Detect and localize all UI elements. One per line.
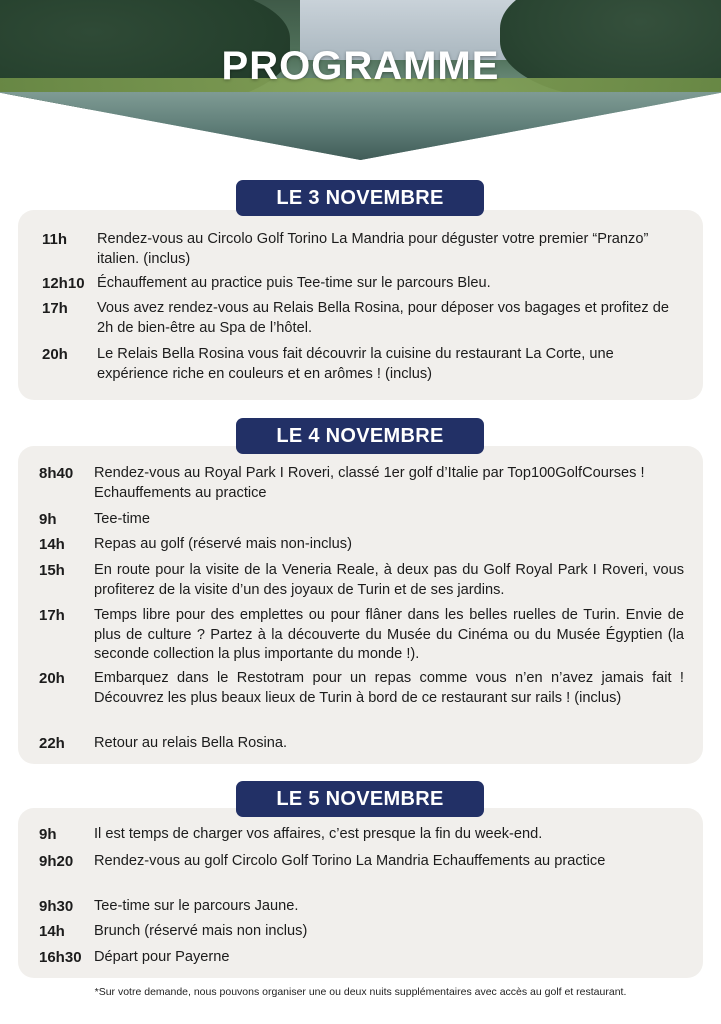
schedule-description: Repas au golf (réservé mais non-inclus) xyxy=(94,536,352,552)
day-card-nov-5 xyxy=(18,808,703,978)
day-card-nov-4 xyxy=(18,446,703,764)
day-badge-nov-4: LE 4 NOVEMBRE xyxy=(236,418,484,454)
schedule-description: Brunch (réservé mais non inclus) xyxy=(94,923,308,939)
schedule-description: Tee-time xyxy=(94,511,150,527)
schedule-time: 9h xyxy=(39,826,57,843)
schedule-description: Il est temps de charger vos affaires, c’est presque la fin du week-end. xyxy=(94,826,543,842)
schedule-description: Rendez-vous au golf Circolo Golf Torino La Mandria Echauffements au practice xyxy=(94,853,606,869)
schedule-time: 8h40 xyxy=(39,465,74,482)
schedule-description: Rendez-vous au Circolo Golf Torino La Mandria pour déguster votre premier “Pranzo” italien. (inclus) xyxy=(97,231,649,267)
schedule-description: Départ pour Payerne xyxy=(94,949,230,965)
schedule-time: 20h xyxy=(39,670,65,687)
schedule-time: 15h xyxy=(39,562,65,579)
schedule-time: 14h xyxy=(39,923,65,940)
schedule-description: Tee-time sur le parcours Jaune. xyxy=(94,898,299,914)
schedule-time: 9h xyxy=(39,511,57,528)
schedule-description: Rendez-vous au Royal Park I Roveri, classé 1er golf d’Italie par Top100GolfCourses ! Echauffements au practice xyxy=(94,465,645,501)
schedule-description: Le Relais Bella Rosina vous fait découvrir la cuisine du restaurant La Corte, une expérience riche en couleurs et en arômes ! (inclus) xyxy=(97,346,614,382)
schedule-description: Échauffement au practice puis Tee-time sur le parcours Bleu. xyxy=(97,275,491,291)
schedule-time: 11h xyxy=(42,231,68,248)
schedule-time: 9h20 xyxy=(39,853,74,870)
schedule-time: 22h xyxy=(39,735,65,752)
footnote: *Sur votre demande, nous pouvons organiser une ou deux nuits supplémentaires avec accès au golf et restaurant. xyxy=(94,986,627,998)
schedule-time: 14h xyxy=(39,536,65,553)
schedule-time: 16h30 xyxy=(39,949,82,966)
schedule-description: Temps libre pour des emplettes ou pour flâner dans les belles ruelles de Turin. Envie de plus de culture ? Partez à la découverte du Musée du Cinéma ou du Musée Égyptien (la seconde collection la plus importante du monde !). xyxy=(94,607,684,662)
schedule-time: 12h10 xyxy=(42,275,85,292)
schedule-description: Retour au relais Bella Rosina. xyxy=(94,735,288,751)
day-badge-nov-3: LE 3 NOVEMBRE xyxy=(236,180,484,216)
schedule-time: 9h30 xyxy=(39,898,74,915)
schedule-description: En route pour la visite de la Veneria Reale, à deux pas du Golf Royal Park I Roveri, vous profiterez de la visite d’un des joyaux de Turin et de ses jardins. xyxy=(94,562,684,598)
schedule-time: 17h xyxy=(42,300,68,317)
schedule-time: 20h xyxy=(42,346,68,363)
page-title: PROGRAMME xyxy=(221,44,500,88)
schedule-description: Vous avez rendez-vous au Relais Bella Rosina, pour déposer vos bagages et profitez de 2h de bien-être au Spa de l’hôtel. xyxy=(97,300,669,336)
day-card-nov-3 xyxy=(18,210,703,400)
schedule-time: 17h xyxy=(39,607,65,624)
day-badge-nov-5: LE 5 NOVEMBRE xyxy=(236,781,484,817)
schedule-description: Embarquez dans le Restotram pour un repas comme vous n’en n’avez jamais fait ! Découvrez les plus beaux lieux de Turin à bord de ce restaurant sur rails ! (inclus) xyxy=(94,670,684,706)
